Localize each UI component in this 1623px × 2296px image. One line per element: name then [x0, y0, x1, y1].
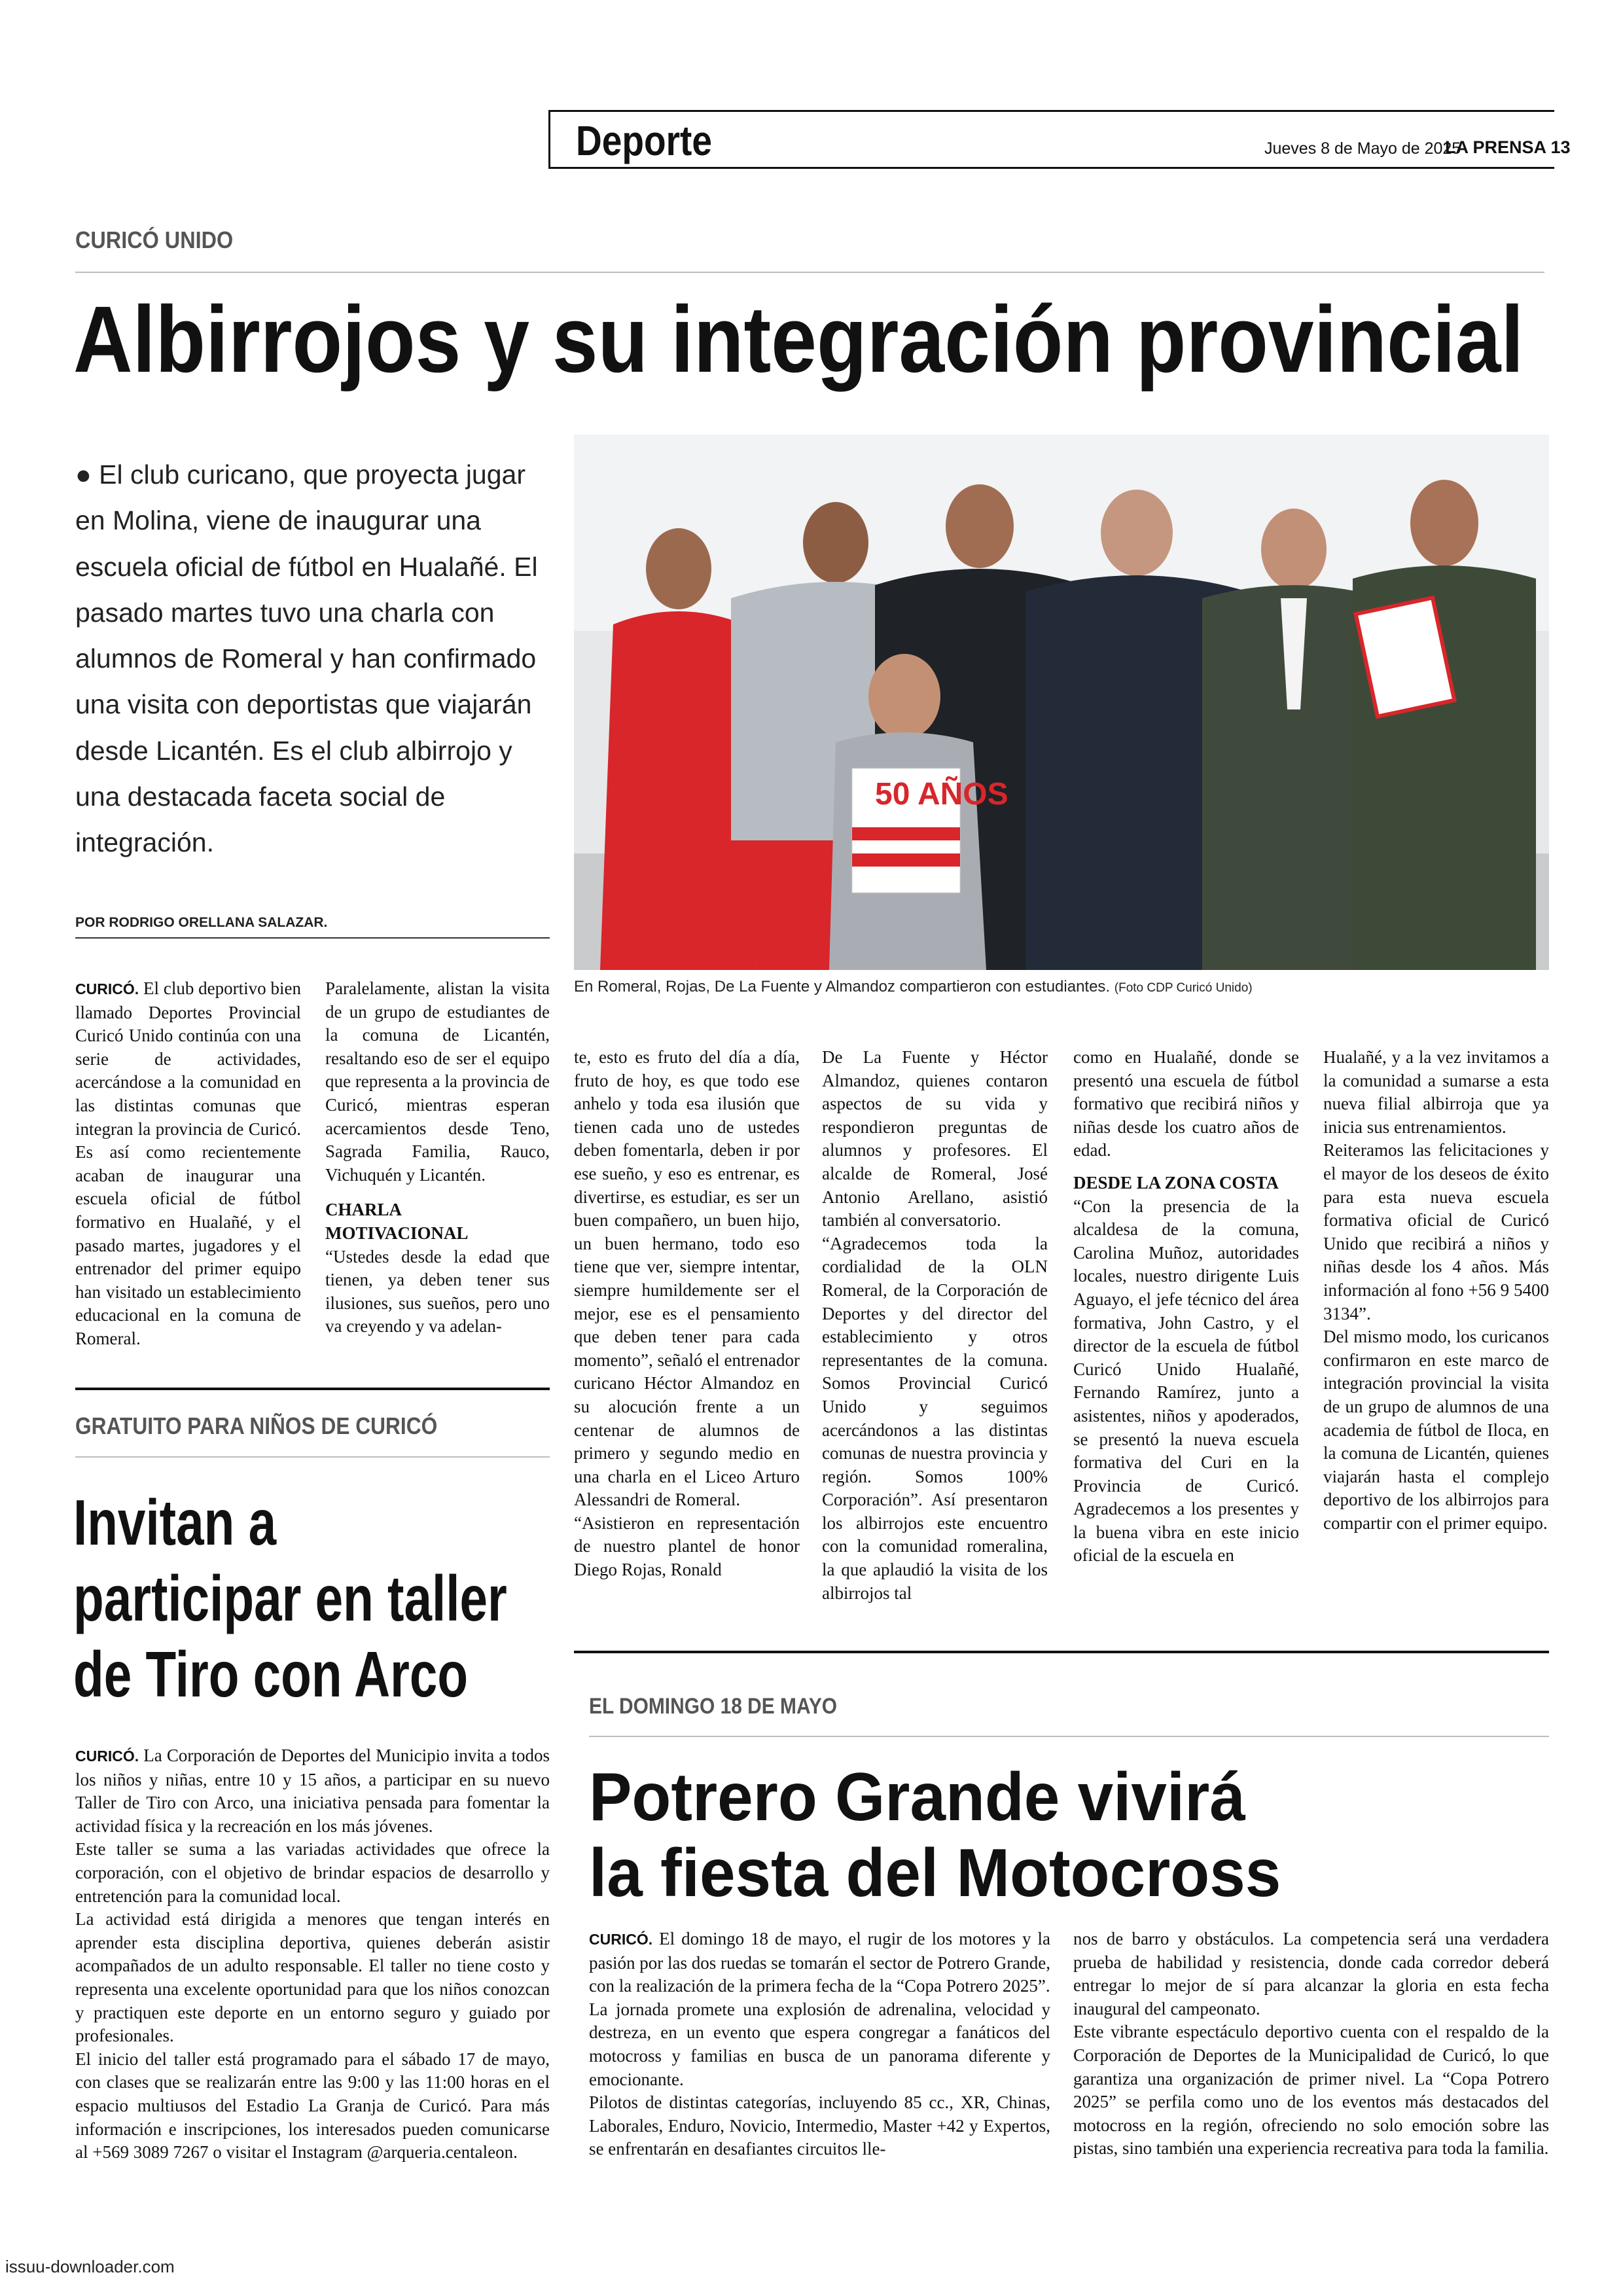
article3-col1-p2: La jornada promete una explosión de adrenalina, velocidad y destreza, en un evento que espera congregar a fanáticos del motocross y familias en busca de un panorama diferente y emocionante. [589, 1999, 1050, 2089]
article3-headline-line1: Potrero Grande vivirá [589, 1759, 1245, 1835]
article2-headline [73, 1484, 507, 1712]
article1-kicker: CURICÓ UNIDO [75, 226, 234, 253]
photo-credit: (Foto CDP Curicó Unido) [1114, 981, 1253, 995]
article1-col6-p1: Hualañé, y a la vez invitamos a la comunidad a sumarse a esta nueva filial albirroja que ya inicia sus entrenamientos. [1323, 1047, 1549, 1137]
article1-col1-text: El club deportivo bien llamado Deportes Provincial Curicó Unido continúa con una serie de actividades, acercándose a la comunidad en las distintas comunas que integran la provincia de Curicó. Es así como recientemente acaban de inaugurar una escuela oficial de fútbol formativo en Hualañé, y el pasado martes, jugadores y el entrenador del primer equipo han visitado un establecimiento educacional en la comuna de Romeral. [75, 978, 301, 1348]
book-text: 50 AÑOS [875, 777, 1008, 812]
article1-col-5 [1073, 1046, 1299, 1609]
article1-col3-text: te, esto es fruto del día a día, fruto de hoy, es que todo ese anhelo y toda esa ilusión que tienen cada uno de ustedes deben fomentarla, deben ir por ese sueño, y eso es entrenar, es divertirse, es estudiar, es ser un buen compañero, un buen hijo, un buen hermano, todo eso tiene que ver, siempre intentar, siempre humildemente ser el mejor, ese es el pensamiento que deben tener para cada momento”, señaló el entrenador curicano Héctor Almandoz en su alocución frente a un centenar de alumnos de primero y segundo medio en una charla en el Liceo Arturo Alessandri de Romeral. [574, 1047, 800, 1510]
article3-col-1 [589, 1928, 1050, 2202]
newspaper-name: LA PRENSA [1445, 137, 1546, 157]
page-number: 13 [1550, 137, 1571, 157]
byline-rule [75, 937, 550, 939]
article2-headline-line1: Invitan a [73, 1486, 277, 1558]
article1-summary [75, 452, 553, 866]
article1-col6-p3: Del mismo modo, los curicanos confirmaron en este marco de integración provincial la visita de un grupo de alumnos de una academia de fútbol de Iloca, en la comuna de Licantén, quienes viajarán hasta el complejo deportivo de los albirrojos para compartir con el primer equipo. [1323, 1327, 1549, 1533]
article1-col5-p1: como en Hualañé, donde se presentó una escuela de fútbol formativo que recibirá niños y niñas desde los cuatro años de edad. [1073, 1047, 1299, 1160]
article1-col4-p2: “Agradecemos toda la cordialidad de la OLN Romeral, de la Corporación de Deportes y del director del establecimiento y otros representantes de la comuna. Somos Provincial Curicó Unido y seguimos acercándonos a las distintas comunas de nuestra provincia y región. Somos 100% Corporación”. Así presentaron los albirrojos este encuentro con la comunidad romeralina, la que aplaudió la visita de los albirrojos tal [822, 1233, 1048, 1603]
article3-kicker: EL DOMINGO 18 DE MAYO [589, 1694, 838, 1719]
article2-p3: La actividad está dirigida a menores que tengan interés en aprender esta disciplina deportiva, quienes deberán asistir acompañados de un adulto responsable. El taller no tiene costo y representa una excelente oportunidad para que los niños conozcan y practiquen este deporte en un entorno seguro y guiado por profesionales. [75, 1909, 550, 2046]
article1-col-4 [822, 1046, 1048, 1609]
article1-col2-p2: “Ustedes desde la edad que tienen, ya deben tener sus ilusiones, sus sueños, pero uno va creyendo y va adelan- [325, 1246, 550, 1336]
article2-headline-line2: participar en taller [73, 1562, 507, 1634]
article3-col1-p1: El domingo 18 de mayo, el rugir de los motores y la pasión por las dos ruedas se tomarán el sector de Potrero Grande, con la realización de la primera fecha de la “Copa Potrero 2025”. [589, 1929, 1050, 1996]
article3-top-rule [574, 1651, 1549, 1653]
article1-col2-p1: Paralelamente, alistan la visita de un grupo de estudiantes de la comuna de Licantén, resaltando eso de ser el equipo que representa a la provincia de Curicó, mientras esperan acercamientos desde Teno, Sagrada Familia, Rauco, Vichuquén y Licantén. [325, 978, 550, 1185]
article1-col6-p2: Reiteramos las felicitaciones y el mayor de los deseos de éxito para esta nueva escuela formativa oficial de Curicó Unido que recibirá a niños y niñas desde los 4 años. Más información al fono +56 9 5400 3134”. [1323, 1140, 1549, 1323]
article1-subhead-costa: DESDE LA ZONA COSTA [1073, 1172, 1279, 1193]
article2-kicker: GRATUITO PARA NIÑOS DE CURICÓ [75, 1412, 438, 1439]
article3-headline-line2: la fiesta del Motocross [589, 1835, 1281, 1911]
header-bottom-rule [550, 167, 1554, 169]
article2-dateline: CURICÓ. [75, 1748, 139, 1765]
photo-caption [574, 978, 1253, 996]
article1-summary-text: El club curicano, que proyecta jugar en Molina, viene de inaugurar una escuela oficial de fútbol en Hualañé. El pasado martes tuvo una charla con alumnos de Romeral y han confirmado una visita con deportistas que viajarán desde Licantén. Es el club albirrojo y una destacada faceta social de integración. [75, 459, 538, 858]
article2-p4: El inicio del taller está programado para el sábado 17 de mayo, con clases que se realizarán entre las 9:00 y las 11:00 horas en el espacio multiusos del Estadio La Granja de Curicó. Para más información e inscripciones, los interesados pueden comunicarse al +569 3089 7267 o visitar el Instagram @arqueria.centaleon. [75, 2049, 550, 2162]
article2-p1: La Corporación de Deportes del Municipio invita a todos los niños y niñas, entre 10 y 15 años, a participar en su nuevo Taller de Tiro con Arco, una iniciativa pensada para fomentar la actividad física y la recreación en los más jóvenes. [75, 1746, 550, 1836]
article1-subhead-charla: CHARLA MOTIVACIONAL [325, 1200, 469, 1243]
article1-col3-p2: “Asistieron en representación de nuestro plantel de honor Diego Rojas, Ronald [574, 1513, 800, 1580]
section-title: Deporte [576, 117, 712, 164]
header-top-divider [550, 110, 1554, 112]
header-date: Jueves 8 de Mayo de 2025 [1264, 139, 1461, 158]
article1-kicker-rule [75, 272, 1544, 273]
article1-photo [574, 435, 1549, 970]
article1-col-3 [574, 1046, 800, 1609]
header-newspaper [1445, 137, 1571, 158]
article3-col-2 [1073, 1928, 1549, 2202]
article1-headline: Albirrojos y su integración provincial [73, 287, 1524, 392]
watermark: issuu-downloader.com [5, 2257, 175, 2276]
bullet-dot-icon: ● [75, 459, 92, 490]
article2-body [75, 1744, 550, 2196]
article2-top-rule [75, 1388, 550, 1390]
article2-p2: Este taller se suma a las variadas actividades que ofrece la corporación, con el objetivo de brindar espacios de desarrollo y entretención para la comunidad local. [75, 1839, 550, 1906]
article3-col1-p3: Pilotos de distintas categorías, incluyendo 85 cc., XR, Chinas, Laborales, Enduro, Novicio, Intermedio, Master +42 y Expertos, se enfrentarán en desafiantes circuitos lle- [589, 2092, 1050, 2159]
header-section-divider [548, 110, 550, 169]
article3-kicker-rule [589, 1736, 1549, 1737]
article3-col2-p1: nos de barro y obstáculos. La competencia será una verdadera prueba de habilidad y resistencia, donde cada corredor deberá entregar lo mejor de sí para alcanzar la gloria en esta fecha inaugural del campeonato. [1073, 1929, 1549, 2018]
article2-kicker-rule [75, 1456, 550, 1458]
article1-col-6 [1323, 1046, 1549, 1609]
article3-col2-p2: Este vibrante espectáculo deportivo cuenta con el respaldo de la Corporación de Deportes de la Municipalidad de Curicó, lo que garantiza una organización de primer nivel. La “Copa Potrero 2025” se perfila como uno de los eventos más destacados del motocross en la región, ofreciendo no solo emoción sobre las pistas, sino también una experiencia recreativa para toda la familia. [1073, 2022, 1549, 2159]
article3-dateline: CURICÓ. [589, 1931, 653, 1948]
article3-headline [589, 1759, 1281, 1911]
article2-headline-line3: de Tiro con Arco [73, 1638, 469, 1710]
article1-byline: POR RODRIGO ORELLANA SALAZAR. [75, 915, 328, 930]
article1-col-1 [75, 977, 301, 1357]
photo-caption-text: En Romeral, Rojas, De La Fuente y Almandoz compartieron con estudiantes. [574, 978, 1111, 996]
group-photo-illustration [574, 435, 1549, 970]
article1-col-2 [325, 977, 550, 1357]
article1-col4-p1: De La Fuente y Héctor Almandoz, quienes contaron aspectos de su vida y respondieron preguntas de alumnos y profesores. El alcalde de Romeral, José Antonio Arellano, asistió también al conversatorio. [822, 1047, 1048, 1230]
article1-dateline: CURICÓ. [75, 980, 139, 997]
article1-col5-p2: “Con la presencia de la alcaldesa de la comuna, Carolina Muñoz, autoridades locales, nuestro dirigente Luis Aguayo, el jefe técnico del área formativa, John Castro, y el director de la escuela de fútbol Curicó Unido Hualañé, Fernando Ramírez, junto a asistentes, niños y apoderados, se presentó la nueva escuela formativa del Curi en la Provincia de Curicó. Agradecemos a los presentes y la buena vibra en este inicio oficial de la escuela en [1073, 1196, 1299, 1566]
